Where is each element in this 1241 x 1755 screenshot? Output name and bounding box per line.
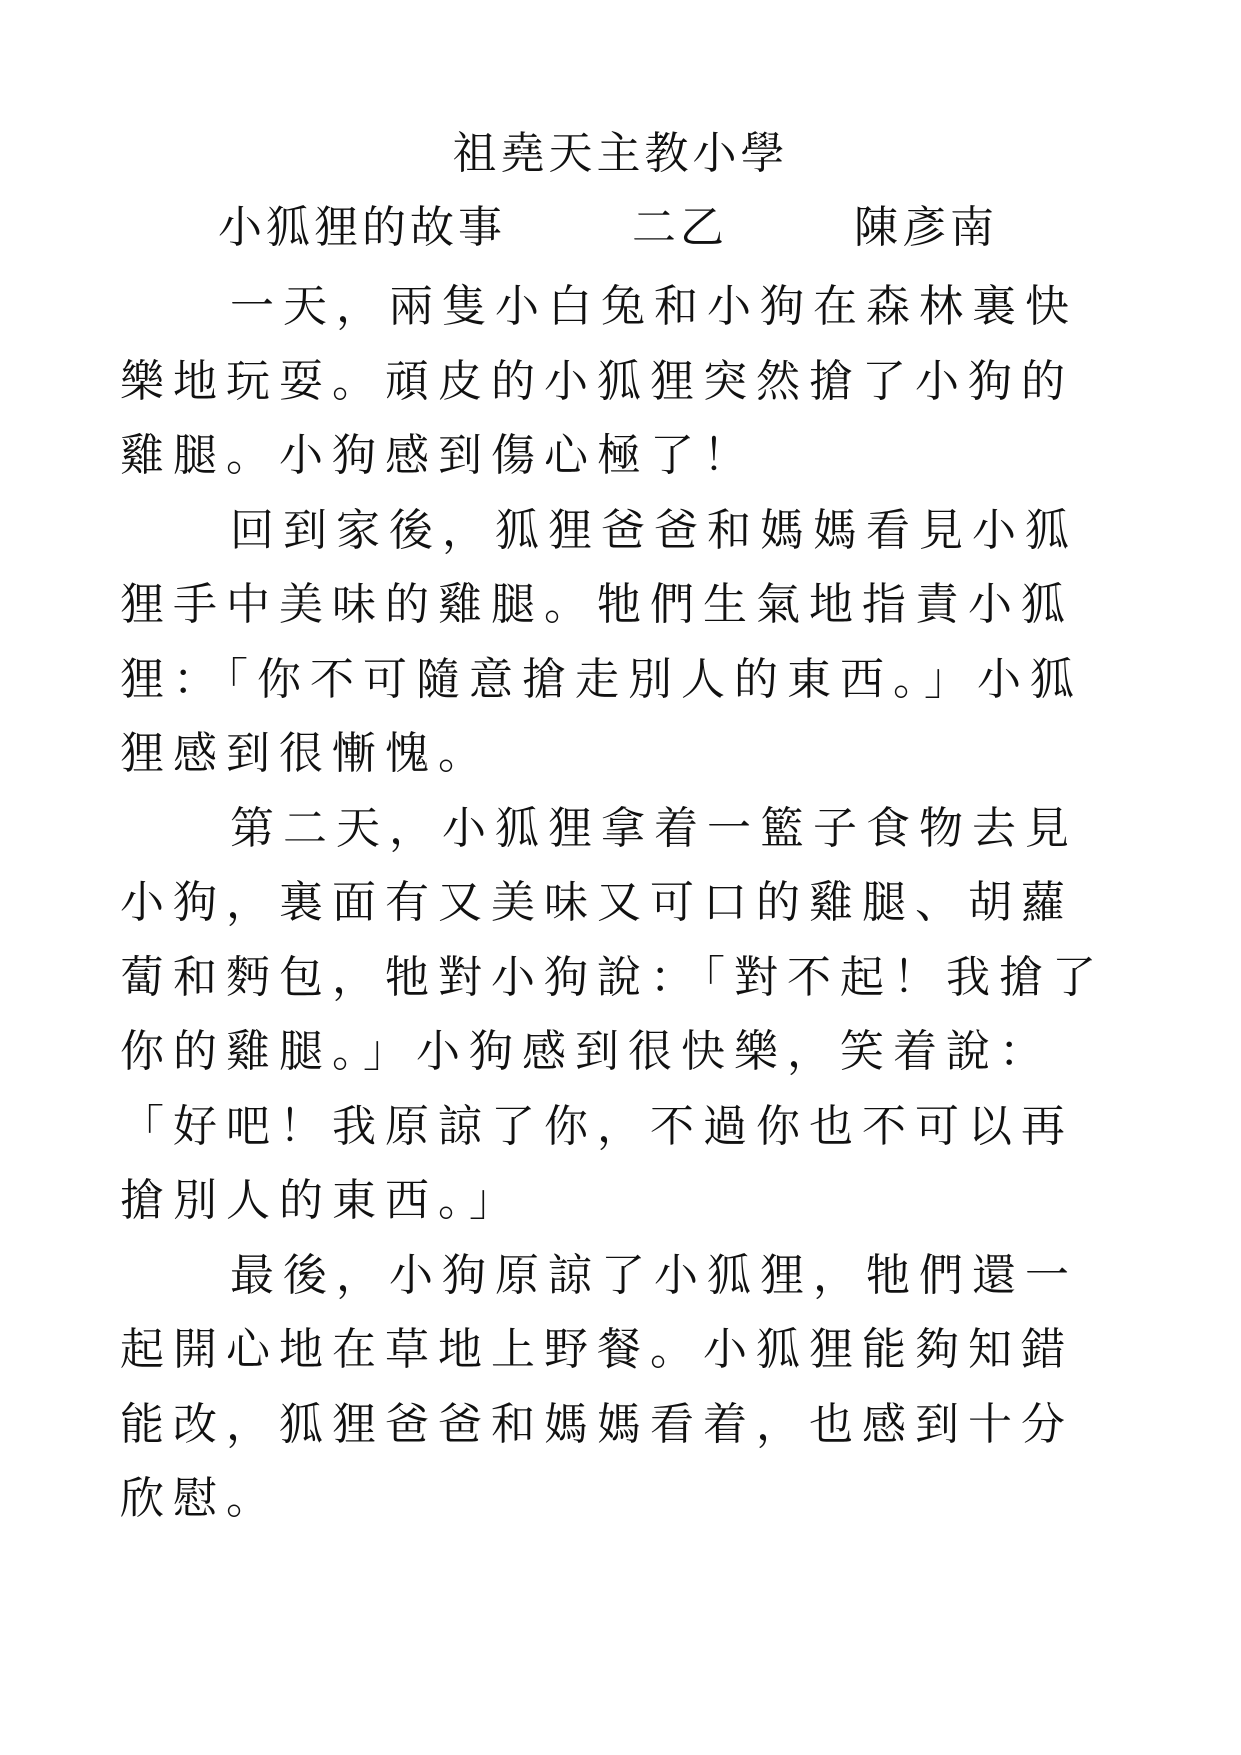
text-line: 起開心地在草地上野餐。小狐狸能夠知錯 bbox=[120, 1324, 1074, 1375]
text-line: 最後，小狗原諒了小狐狸，牠們還一 bbox=[230, 1249, 1078, 1301]
text-line: 狸：「你不可隨意搶走別人的東西。」小狐 bbox=[120, 653, 1083, 705]
paragraph-1 bbox=[120, 270, 1130, 494]
text-line: 蔔和麪包，牠對小狗說：「對不起！我搶了 bbox=[120, 951, 1105, 1003]
text-line: 雞腿。小狗感到傷心極了！ bbox=[120, 430, 756, 481]
story-title: 小狐狸的故事 bbox=[218, 202, 506, 253]
story-body bbox=[120, 270, 1130, 1537]
text-line: 「好吧！我原諒了你，不過你也不可以再 bbox=[120, 1100, 1074, 1152]
text-line: 你的雞腿。」小狗感到很快樂，笑着說： bbox=[120, 1026, 1052, 1077]
text-line: 樂地玩耍。頑皮的小狐狸突然搶了小狗的 bbox=[120, 355, 1074, 407]
school-name: 祖堯天主教小學 bbox=[452, 128, 789, 179]
text-line: 第二天，小狐狸拿着一籃子食物去見 bbox=[230, 802, 1078, 854]
text-line: 欣慰。 bbox=[120, 1473, 279, 1524]
text-line: 狸感到很慚愧。 bbox=[120, 728, 491, 779]
paragraph-3 bbox=[120, 792, 1130, 1239]
paragraph-4 bbox=[120, 1239, 1130, 1537]
text-line: 狸手中美味的雞腿。牠們生氣地指責小狐 bbox=[120, 579, 1074, 630]
text-line: 回到家後，狐狸爸爸和媽媽看見小狐 bbox=[230, 504, 1078, 556]
story-heading bbox=[218, 198, 998, 258]
paragraph-2 bbox=[120, 494, 1130, 792]
text-line: 一天，兩隻小白兔和小狗在森林裏快 bbox=[230, 281, 1078, 332]
text-line: 能改，狐狸爸爸和媽媽看着，也感到十分 bbox=[120, 1398, 1074, 1450]
text-line: 搶別人的東西。」 bbox=[120, 1175, 522, 1226]
text-line: 小狗，裏面有又美味又可口的雞腿、胡蘿 bbox=[120, 877, 1074, 928]
author-name: 陳彥南 bbox=[854, 202, 998, 253]
class-name: 二乙 bbox=[632, 202, 728, 253]
